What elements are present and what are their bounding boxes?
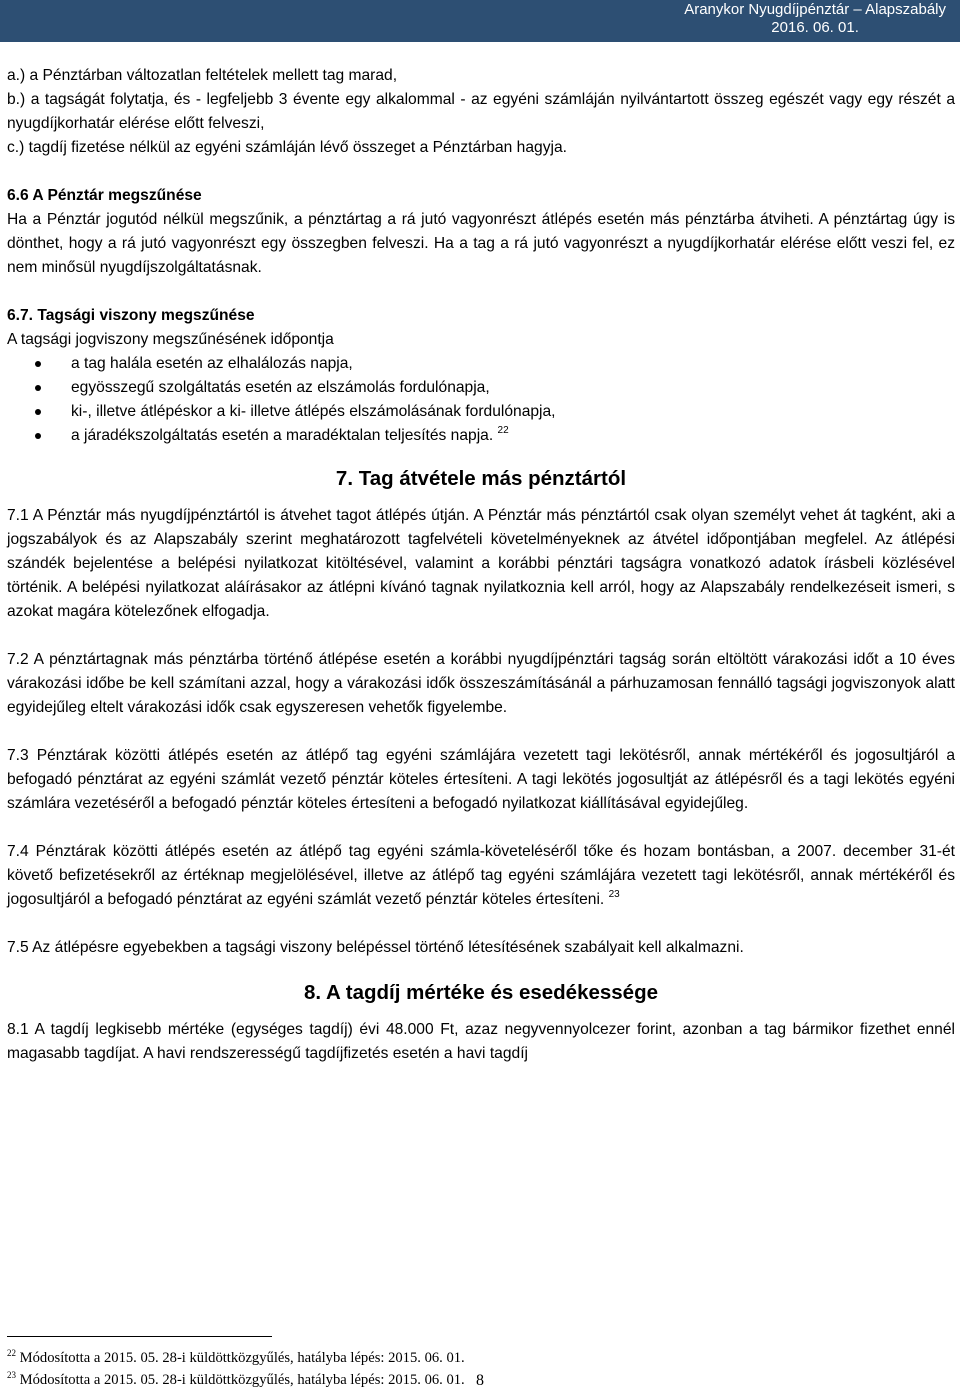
footnote-number: 22 bbox=[7, 1348, 16, 1358]
section-6-7-intro: A tagsági jogviszony megszűnésének időpontja bbox=[7, 331, 334, 348]
section-7-4 bbox=[7, 840, 955, 912]
footnote-ref-22[interactable]: 22 bbox=[497, 425, 509, 436]
header-title-line1: Aranykor Nyugdíjpénztár – Alapszabály bbox=[684, 1, 946, 18]
footnote-text: Módosította a 2015. 05. 28-i küldöttközgyűlés, hatályba lépés: 2015. 06. 01. bbox=[19, 1372, 465, 1388]
section-6-6-text: Ha a Pénztár jogutód nélkül megszűnik, a pénztártag a rá jutó vagyonrészt átlépés esetén más pénztárba átviheti. A pénztártag úgy is dönthet, hogy a rá jutó vagyonrészt egy összegben felveszi. Ha a tag a rá jutó vagyonrészt a nyugdíjkorhatár elérése előtt veszi fel, ez nem minősül nyugdíjszolgáltatásnak. bbox=[7, 211, 955, 276]
chapter-8-title: 8. A tagdíj mértéke és esedékessége bbox=[303, 981, 658, 1004]
section-6-6-heading: 6.6 A Pénztár megszűnése bbox=[7, 187, 202, 204]
chapter-7-title: 7. Tag átvétele más pénztártól bbox=[335, 467, 627, 490]
footnote-separator bbox=[7, 1336, 272, 1337]
option-b: b.) a tagságát folytatja, és - legfeljebb 3 évente egy alkalommal - az egyéni számláján nyilvántartott összeg egészét vagy egy részét a nyugdíjkorhatár elérése előtt felveszi, bbox=[7, 91, 955, 132]
footnote-number: 23 bbox=[7, 1370, 16, 1380]
section-8-1: 8.1 A tagdíj legkisebb mértéke (egységes tagdíj) évi 48.000 Ft, azaz negyvennyolcezer forint, azonban a tag bármikor fizethet ennél magasabb tagdíjat. A havi rendszerességű tagdíjfizetés esetén a havi tagdíj bbox=[7, 1021, 955, 1062]
footnote-text: Módosította a 2015. 05. 28-i küldöttközgyűlés, hatályba lépés: 2015. 06. 01. bbox=[19, 1350, 465, 1366]
section-6-7-heading: 6.7. Tagsági viszony megszűnése bbox=[7, 307, 255, 324]
list-item bbox=[7, 424, 955, 448]
termination-dates-list bbox=[7, 352, 955, 448]
list-item-text: a járadékszolgáltatás esetén a maradéktalan teljesítés napja. bbox=[71, 427, 494, 444]
section-7-3: 7.3 Pénztárak közötti átlépés esetén az átlépő tag egyéni számlájára vezetett tagi lekötésről, annak mértékéről és jogosultjáról a befogadó pénztárat az egyéni számlát vezető pénztár köteles értesíteni. A tagi lekötés jogosultját az átlépésről és a tagi lekötés egyéni számlára vezetéséről a befogadó pénztár köteles értesíteni a befogadó nyilatkozat kiállításával egyidejűleg. bbox=[7, 747, 955, 812]
section-7-5: 7.5 Az átlépésre egyebekben a tagsági viszony belépéssel történő létesítésének szabályait kell alkalmazni. bbox=[7, 939, 744, 956]
option-a: a.) a Pénztárban változatlan feltételek mellett tag marad, bbox=[7, 67, 398, 84]
list-item: ki-, illetve átlépéskor a ki- illetve átlépés elszámolásának fordulónapja, bbox=[7, 400, 955, 424]
footnote-ref-23[interactable]: 23 bbox=[608, 889, 620, 900]
header-title-line2: 2016. 06. 01. bbox=[771, 19, 859, 36]
page-number: 8 bbox=[476, 1372, 484, 1389]
list-item: egyösszegű szolgáltatás esetén az elszámolás fordulónapja, bbox=[7, 376, 955, 400]
header-title bbox=[684, 1, 946, 37]
section-7-1: 7.1 A Pénztár más nyugdíjpénztártól is átvehet tagot átlépés útján. A Pénztár más pénztártól csak olyan személyt vehet át tagként, aki a jogszabályok és az Alapszabály szerint meghatározott tagfelvételi követelményeknek az átvétel időpontjában megfelel. Az átlépési szándék bejelentése a belépési nyilatkozat kitöltésével, valamint a korábbi pénztári tagságra vonatkozó adatok írásbeli közlésével történik. A belépési nyilatkozat aláírásakor az átlépni kívánó tagnak nyilatkoznia kell arról, hogy az Alapszabály rendelkezéseit ismeri, s azokat magára kötelezőnek elfogadja. bbox=[7, 507, 955, 620]
footnote-22 bbox=[7, 1347, 907, 1369]
list-item: a tag halála esetén az elhalálozás napja, bbox=[7, 352, 955, 376]
option-c: c.) tagdíj fizetése nélkül az egyéni számláján lévő összeget a Pénztárban hagyja. bbox=[7, 139, 567, 156]
section-7-2: 7.2 A pénztártagnak más pénztárba történő átlépése esetén a korábbi nyugdíjpénztári tagság során eltöltött várakozási időt a 10 éves várakozási időbe be kell számítani azzal, hogy a várakozási idők összeszámításánál a párhuzamosan fennálló tagsági jogviszonyok alatt egyidejűleg eltelt várakozási idők csak egyszeresen vehetők figyelembe. bbox=[7, 651, 955, 716]
document-body bbox=[7, 64, 955, 1066]
header-bar bbox=[0, 0, 960, 42]
section-7-4-text: 7.4 Pénztárak közötti átlépés esetén az átlépő tag egyéni számla-követeléséről tőke és hozam bontásban, a 2007. december 31-ét követő befizetésekről az értéknap megjelölésével, illetve az átlépő tag egyéni számlájára vezetett tagi lekötésről, annak mértékéről és jogosultjáról a befogadó pénztárat az egyéni számlát vezető pénztár köteles értesíteni. bbox=[7, 843, 955, 908]
